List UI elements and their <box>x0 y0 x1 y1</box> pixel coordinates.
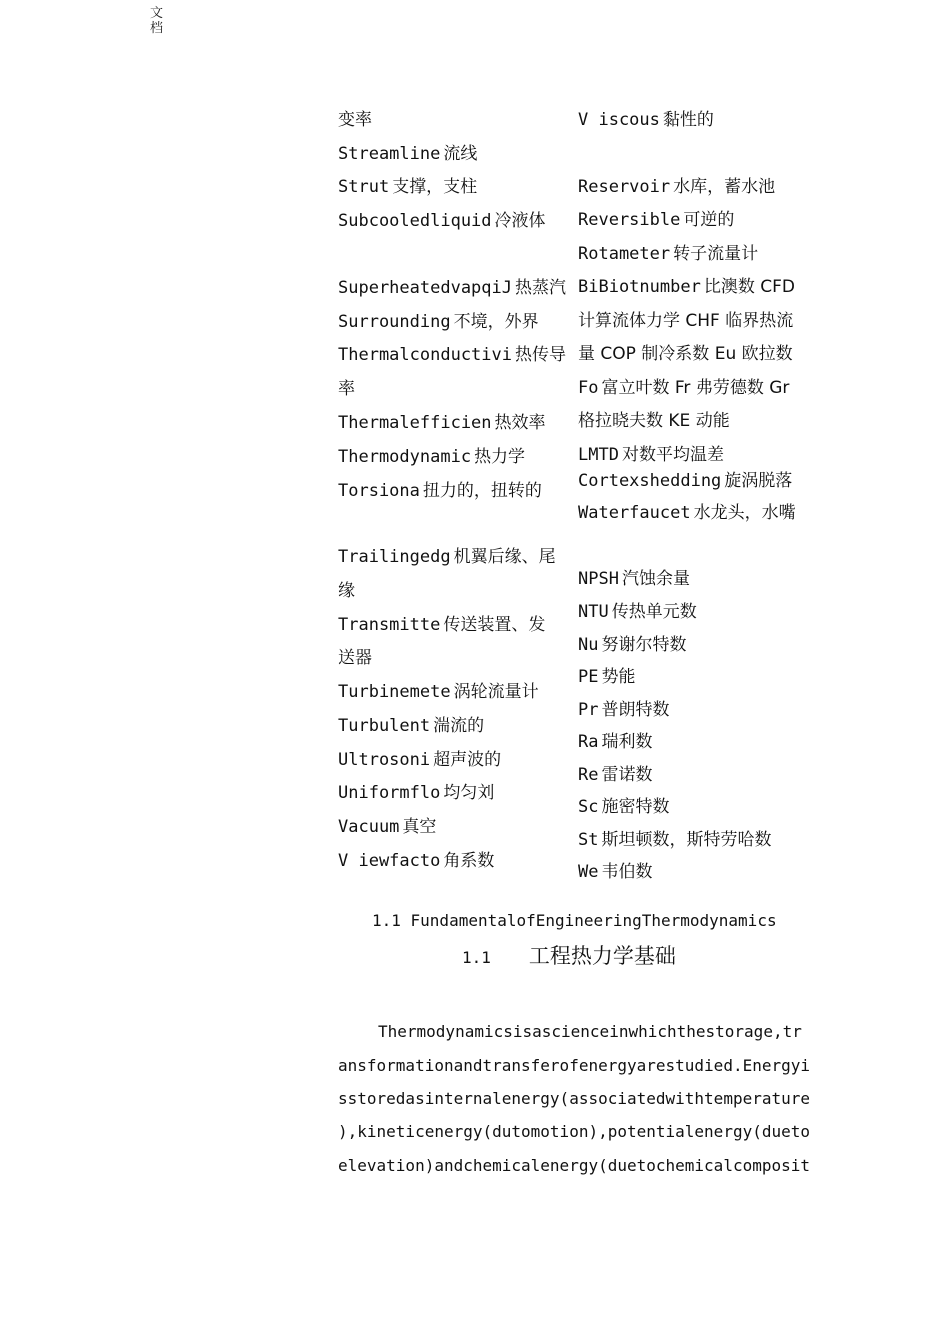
entry-term: Torsiona <box>338 481 420 501</box>
entry-term: PE <box>578 667 599 687</box>
entry-term: Thermalefficien <box>338 413 492 433</box>
left-entry <box>338 749 501 771</box>
section-heading-chinese <box>462 942 676 972</box>
right-entry <box>578 444 724 466</box>
right-entry <box>578 470 792 492</box>
entry-cn: 热效率 <box>494 413 546 433</box>
entry-cn: 冷液体 <box>494 211 546 231</box>
entry-term: Fo <box>578 378 599 398</box>
entry-term: Thermalconductivi <box>338 345 512 365</box>
entry-term: LMTD <box>578 445 619 465</box>
paragraph-line: elevation)andchemicalenergy(duetochemicalcomposit <box>338 1156 811 1175</box>
entry-term: Trailingedg <box>338 547 451 567</box>
entry-cn: 流线 <box>443 144 478 164</box>
section-title: 工程热力学基础 <box>528 944 676 968</box>
entry-term: Streamline <box>338 144 441 164</box>
entry-cn: 热力学 <box>474 447 526 467</box>
entry-cn: 可逆的 <box>683 210 735 230</box>
right-entry <box>578 666 635 688</box>
entry-term: Surrounding <box>338 312 451 332</box>
entry-term: Ultrosoni <box>338 750 431 770</box>
header-tag: 文档 <box>150 6 164 36</box>
entry-term: Thermodynamic <box>338 447 472 467</box>
section-heading-english: 1.1 FundamentalofEngineeringThermodynamics <box>372 911 777 930</box>
entry-cn: 传热单元数 <box>611 602 697 622</box>
left-entry <box>338 143 477 165</box>
entry-cn: 变率 <box>338 110 372 130</box>
left-entry <box>338 681 539 703</box>
entry-cn: 量 COP 制冷系数 Eu 欧拉数 <box>578 344 793 364</box>
right-entry <box>578 601 697 623</box>
entry-cn: 湍流的 <box>433 716 485 736</box>
entry-term: BiBiotnumber <box>578 277 701 297</box>
right-entry <box>578 829 771 851</box>
entry-cn: 超声波的 <box>433 750 502 770</box>
entry-cn: 韦伯数 <box>601 862 653 882</box>
left-entry <box>338 412 546 434</box>
entry-cn: 送器 <box>338 648 372 668</box>
entry-cn: 比澳数 CFD <box>703 277 795 297</box>
entry-cn: 真空 <box>402 817 437 837</box>
entry-term: Re <box>578 765 599 785</box>
entry-cn: 转子流量计 <box>673 244 759 264</box>
entry-cn: 旋涡脱落 <box>724 471 793 491</box>
right-entry <box>578 861 652 883</box>
entry-term: Ra <box>578 732 599 752</box>
entry-term: Vacuum <box>338 817 400 837</box>
entry-term: Sc <box>578 797 599 817</box>
right-entry <box>578 209 734 231</box>
entry-term: Turbinemete <box>338 682 451 702</box>
left-entry <box>338 311 539 333</box>
entry-term: We <box>578 862 599 882</box>
entry-term: Waterfaucet <box>578 503 691 523</box>
left-entry <box>338 378 355 400</box>
entry-cn: 努谢尔特数 <box>601 635 687 655</box>
entry-cn: 瑞利数 <box>601 732 653 752</box>
paragraph-line: sstoredasinternalenergy(associatedwithtemperature <box>338 1089 811 1108</box>
right-entry <box>578 343 793 365</box>
entry-term: Pr <box>578 700 599 720</box>
paragraph-line: ),kineticenergy(dutomotion),potentialenergy(dueto <box>338 1122 811 1141</box>
left-entry <box>338 782 494 804</box>
entry-cn: 水库，蓄水池 <box>673 177 776 197</box>
entry-cn: 斯坦顿数，斯特劳哈数 <box>601 830 772 850</box>
entry-term: Strut <box>338 177 390 197</box>
entry-term: V iewfacto <box>338 851 441 871</box>
left-entry <box>338 210 546 232</box>
right-entry <box>578 568 690 590</box>
entry-term: NTU <box>578 602 609 622</box>
right-entry <box>578 243 758 265</box>
entry-cn: 对数平均温差 <box>621 445 724 465</box>
entry-term: Cortexshedding <box>578 471 722 491</box>
paragraph-line: Thermodynamicsisascienceinwhichthestorage,tr <box>378 1022 802 1041</box>
left-entry <box>338 816 436 838</box>
left-entry <box>338 176 477 198</box>
entry-cn: 扭力的，扭转的 <box>422 481 542 501</box>
entry-cn: 热蒸汽 <box>515 278 566 298</box>
entry-term: Rotameter <box>578 244 671 264</box>
entry-cn: 势能 <box>601 667 636 687</box>
entry-cn: 率 <box>338 379 355 399</box>
entry-cn: 传送装置、发 <box>443 615 546 635</box>
right-entry <box>578 310 793 332</box>
entry-cn: 涡轮流量计 <box>453 682 539 702</box>
left-entry <box>338 647 372 669</box>
entry-cn: 施密特数 <box>601 797 670 817</box>
entry-cn: 热传导 <box>515 345 566 365</box>
left-entry <box>338 480 542 502</box>
entry-cn: 不境，外界 <box>453 312 539 332</box>
right-entry <box>578 634 686 656</box>
left-entry <box>338 277 566 299</box>
right-entry <box>578 109 714 131</box>
entry-term: Transmitte <box>338 615 441 635</box>
entry-term: Turbulent <box>338 716 431 736</box>
entry-term: Uniformflo <box>338 783 441 803</box>
entry-term: SuperheatedvapqiJ <box>338 278 512 298</box>
left-entry <box>338 446 525 468</box>
entry-cn: 汽蚀余量 <box>621 569 690 589</box>
entry-term: V iscous <box>578 110 660 130</box>
entry-cn: 机翼后缘、尾 <box>453 547 556 567</box>
entry-term: Reversible <box>578 210 681 230</box>
entry-term: NPSH <box>578 569 619 589</box>
right-entry <box>578 699 669 721</box>
left-entry <box>338 580 355 602</box>
entry-term: Reservoir <box>578 177 671 197</box>
left-entry <box>338 546 556 568</box>
entry-term: Subcooledliquid <box>338 211 492 231</box>
entry-cn: 角系数 <box>443 851 495 871</box>
left-entry <box>338 614 545 636</box>
entry-cn: 均匀刘 <box>443 783 495 803</box>
right-entry <box>578 764 652 786</box>
right-entry <box>578 731 652 753</box>
right-entry <box>578 276 795 298</box>
entry-cn: 富立叶数 Fr 弗劳德数 Gr <box>601 378 790 398</box>
left-entry <box>338 109 372 131</box>
entry-cn: 支撑，支柱 <box>392 177 478 197</box>
entry-cn: 水龙头，水嘴 <box>693 503 796 523</box>
entry-term: St <box>578 830 599 850</box>
entry-cn: 雷诺数 <box>601 765 653 785</box>
entry-cn: 计算流体力学 CHF 临界热流 <box>578 311 794 331</box>
section-number: 1.1 <box>462 948 491 967</box>
left-entry <box>338 344 566 366</box>
right-entry <box>578 410 730 432</box>
paragraph-line: ansformationandtransferofenergyarestudied.Energyi <box>338 1056 811 1075</box>
entry-cn: 黏性的 <box>662 110 714 130</box>
entry-term: Nu <box>578 635 599 655</box>
right-entry <box>578 176 775 198</box>
right-entry <box>578 377 789 399</box>
right-entry <box>578 796 669 818</box>
right-entry <box>578 502 796 524</box>
entry-cn: 普朗特数 <box>601 700 670 720</box>
entry-cn: 格拉晓夫数 KE 动能 <box>578 411 730 431</box>
left-entry <box>338 715 484 737</box>
left-entry <box>338 850 494 872</box>
entry-cn: 缘 <box>338 581 355 601</box>
